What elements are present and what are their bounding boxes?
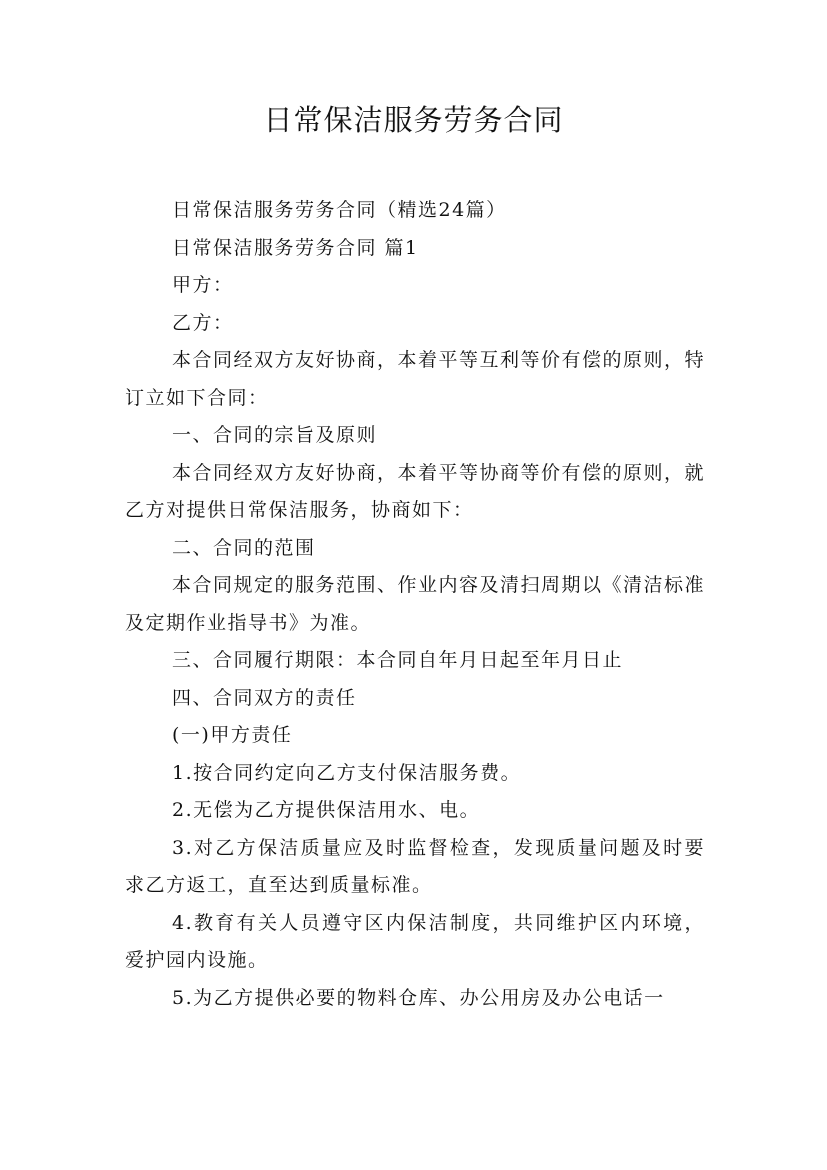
paragraph: 日常保洁服务劳务合同 篇1 — [172, 236, 419, 259]
paragraph: 本合同规定的服务范围、作业内容及清扫周期以《清洁标准及定期作业指导书》为准。 — [125, 574, 706, 634]
list-item: 3.对乙方保洁质量应及时监督检查，发现质量问题及时要求乙方返工，直至达到质量标准。 — [125, 836, 705, 896]
section-heading: 四、合同双方的责任 — [172, 686, 357, 709]
section-heading: 三、合同履行期限：本合同自年月日起至年月日止 — [172, 649, 624, 671]
paragraph: 甲方： — [172, 274, 234, 296]
paragraph: 日常保洁服务劳务合同（精选24篇） — [172, 199, 507, 221]
list-item: 2.无偿为乙方提供保洁用水、电。 — [172, 799, 481, 821]
paragraph: 乙方： — [172, 311, 234, 334]
list-item: 1.按合同约定向乙方支付保洁服务费。 — [172, 761, 522, 784]
document-title: 日常保洁服务劳务合同 — [263, 103, 564, 137]
section-heading: 一、合同的宗旨及原则 — [172, 424, 378, 446]
subsection-heading: (一)甲方责任 — [172, 724, 293, 746]
list-item: 4.教育有关人员遵守区内保洁制度，共同维护区内环境，爱护园内设施。 — [125, 911, 705, 971]
paragraph: 本合同经双方友好协商，本着平等互利等价有偿的原则，特订立如下合同： — [125, 349, 706, 409]
document-body — [125, 192, 705, 1017]
paragraph: 本合同经双方友好协商，本着平等协商等价有偿的原则，就乙方对提供日常保洁服务，协商如下： — [125, 461, 706, 521]
list-item: 5.为乙方提供必要的物料仓库、办公用房及办公电话一 — [172, 986, 665, 1009]
section-heading: 二、合同的范围 — [172, 536, 316, 559]
